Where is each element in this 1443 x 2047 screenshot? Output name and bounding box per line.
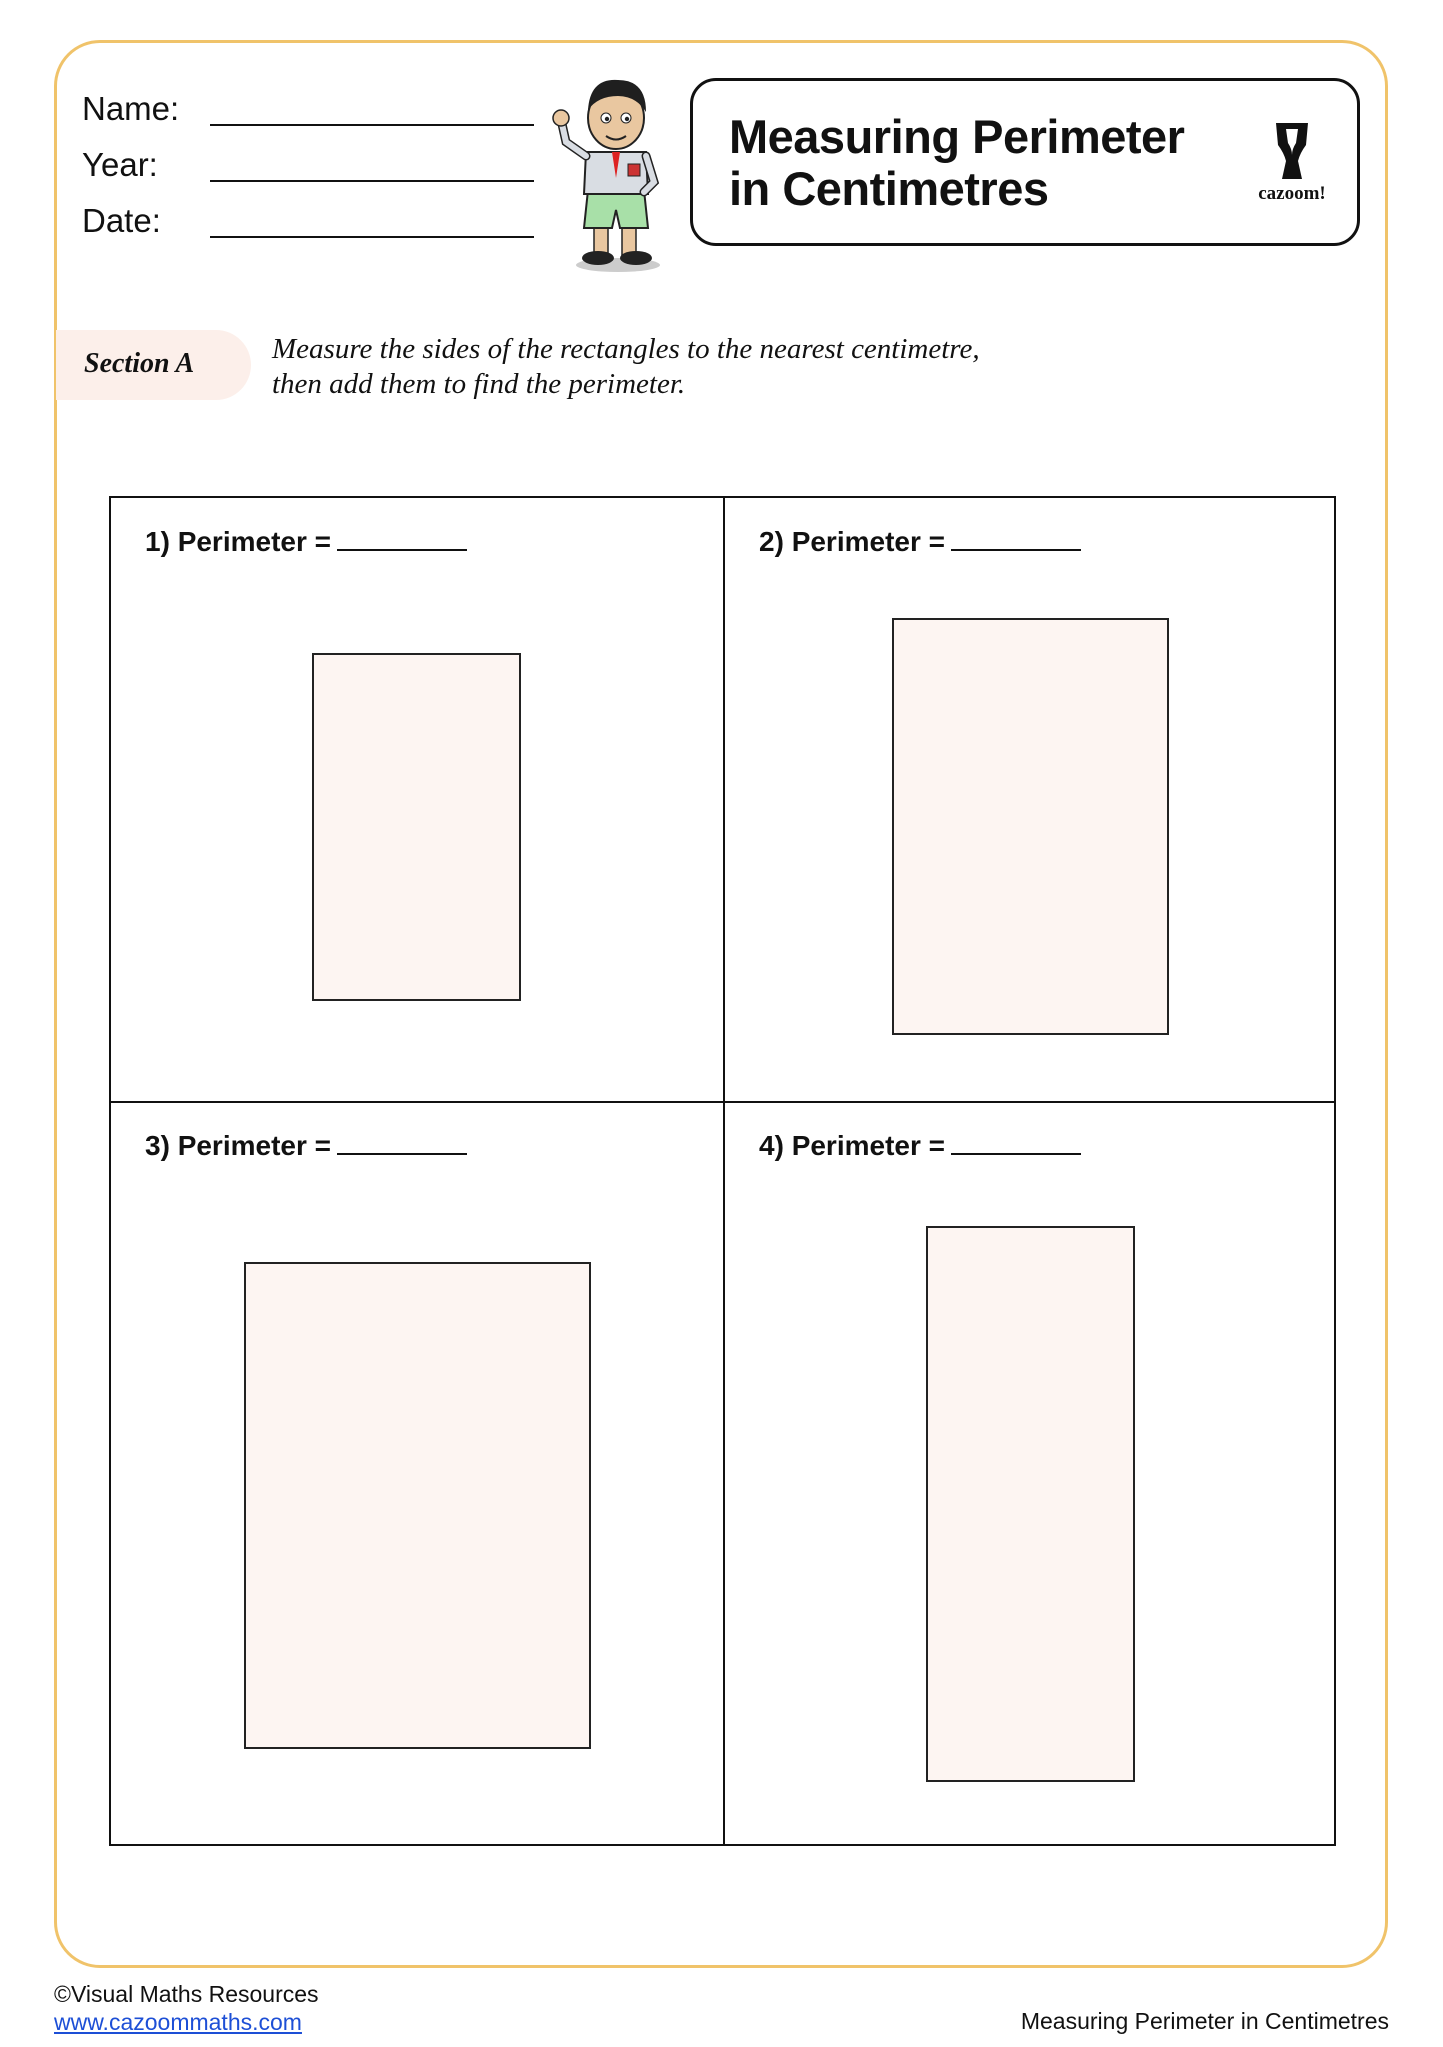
name-label: Name: <box>82 90 180 127</box>
website-link[interactable]: www.cazoommaths.com <box>54 2009 302 2035</box>
answer-blank[interactable] <box>337 549 467 551</box>
title-box <box>690 78 1360 246</box>
question-text: Perimeter = <box>177 1130 332 1161</box>
date-line[interactable] <box>210 236 534 238</box>
question-number: 2) <box>759 526 784 557</box>
question-text: Perimeter = <box>177 526 332 557</box>
date-label: Date: <box>82 202 161 239</box>
question-text: Perimeter = <box>791 1130 946 1161</box>
question-number: 3) <box>145 1130 170 1161</box>
copyright-text: ©Visual Maths Resources <box>54 1981 319 2007</box>
rectangle-4 <box>926 1226 1135 1782</box>
cazoom-logo <box>1246 121 1338 211</box>
instruction-line-1: Measure the sides of the rectangles to the nearest centimetre, <box>272 333 980 365</box>
cazoom-logo-icon <box>1246 121 1338 183</box>
answer-blank[interactable] <box>337 1153 467 1155</box>
question-number: 4) <box>759 1130 784 1161</box>
question-grid <box>109 496 1336 1846</box>
question-4-label <box>759 1130 1081 1162</box>
title-line-1: Measuring Perimeter <box>729 110 1185 163</box>
cazoom-logo-text: cazoom! <box>1258 183 1326 204</box>
rectangle-2 <box>892 618 1169 1035</box>
grid-divider-vertical <box>723 498 725 1844</box>
footer-title: Measuring Perimeter in Centimetres <box>1020 2008 1389 2034</box>
rectangle-1 <box>312 653 521 1001</box>
question-number: 1) <box>145 526 170 557</box>
year-line[interactable] <box>210 180 534 182</box>
footer-left <box>54 1980 319 2036</box>
grid-divider-horizontal <box>111 1101 1334 1103</box>
answer-blank[interactable] <box>951 549 1081 551</box>
question-2-label <box>759 526 1081 558</box>
question-3-label <box>145 1130 467 1162</box>
question-1-label <box>145 526 467 558</box>
name-line[interactable] <box>210 124 534 126</box>
worksheet-title <box>729 111 1184 215</box>
instruction-line-2: then add them to find the perimeter. <box>272 368 686 400</box>
answer-blank[interactable] <box>951 1153 1081 1155</box>
rectangle-3 <box>244 1262 591 1749</box>
instructions <box>272 332 1172 402</box>
title-line-2: in Centimetres <box>729 162 1049 215</box>
question-text: Perimeter = <box>791 526 946 557</box>
year-label: Year: <box>82 146 158 183</box>
section-label: Section A <box>84 348 195 379</box>
mascot-boy-illustration <box>552 60 682 275</box>
